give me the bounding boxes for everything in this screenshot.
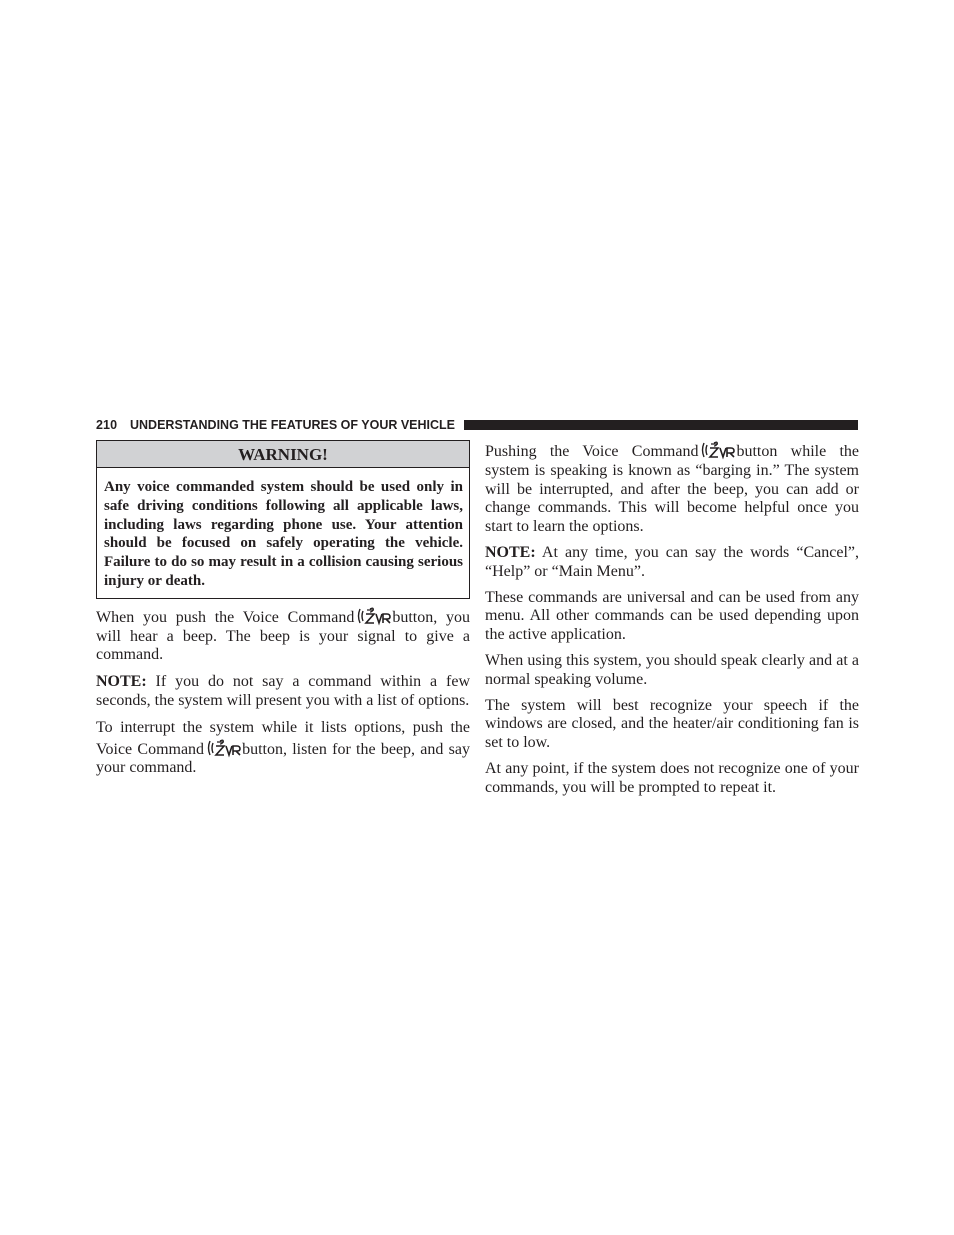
- header-rule: [464, 420, 858, 430]
- paragraph-interrupt: To interrupt the system while it lists options, push the Voice Command button, listen for the beep, and say your command.: [96, 718, 470, 777]
- paragraph-note-cancel-help: NOTE: At any time, you can say the words “Cancel”, “Help” or “Main Menu”.: [485, 543, 859, 580]
- paragraph-push-voice-command: When you push the Voice Command button, you will hear a beep. The beep is your signal to give a command.: [96, 606, 470, 665]
- paragraph-note-timeout: NOTE: If you do not say a command within a few seconds, the system will present you with a list of options.: [96, 673, 470, 709]
- page-header: [96, 416, 858, 434]
- voice-command-icon: [701, 440, 735, 460]
- section-title: UNDERSTANDING THE FEATURES OF YOUR VEHICLE: [130, 418, 456, 432]
- warning-body: Any voice commanded system should be used only in safe driving conditions following all applicable laws, including laws regarding phone use. Your attention should be focused on safely operating the vehicle. Failure to do so may result in a collision causing serious injury or death.: [104, 479, 463, 589]
- paragraph-barging-in: Pushing the Voice Command button while the system is speaking is known as “barging in.” The system will be interrupted, and after the beep, you can add or change commands. This will become helpful once you start to learn the options.: [485, 440, 859, 537]
- warning-title: WARNING!: [97, 441, 469, 468]
- page-number: 210: [96, 418, 118, 432]
- left-column: [96, 440, 470, 786]
- paragraph-windows-closed: The system will best recognize your speech if the windows are closed, and the heater/air conditioning fan is set to low.: [485, 696, 859, 752]
- paragraph-universal-commands: These commands are universal and can be used from any menu. All other commands can be used depending upon the active application.: [485, 588, 859, 644]
- paragraph-prompted-repeat: At any point, if the system does not recognize one of your commands, you will be prompted to repeat it.: [485, 759, 859, 796]
- warning-box: [96, 440, 470, 599]
- voice-command-icon: [357, 606, 391, 626]
- right-column: [485, 440, 859, 805]
- paragraph-speak-clearly: When using this system, you should speak clearly and at a normal speaking volume.: [485, 651, 859, 688]
- voice-command-icon: [207, 738, 241, 758]
